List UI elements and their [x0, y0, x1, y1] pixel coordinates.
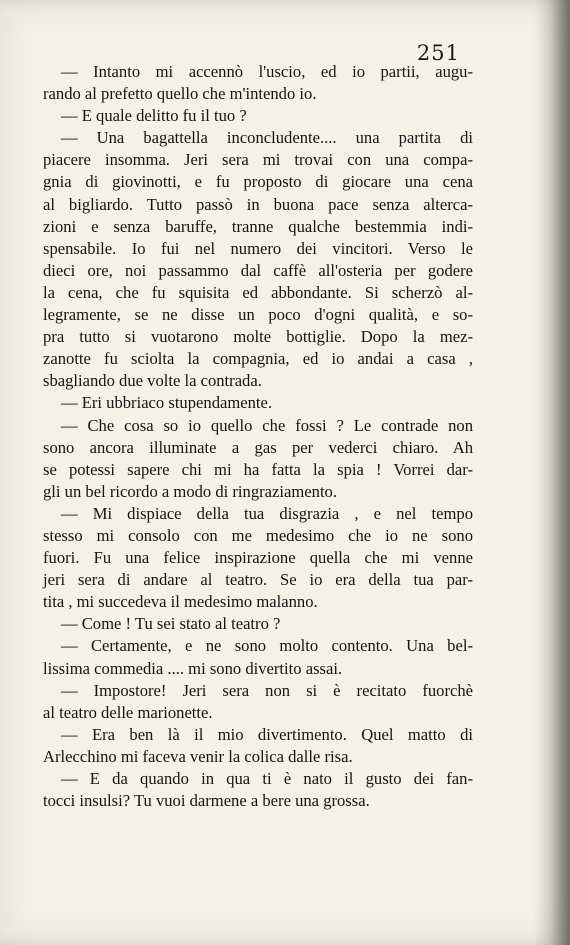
text-line: pra tutto si vuotarono molte bottiglie. Dopo la mez-	[43, 327, 473, 347]
text-line: Arlecchino mi faceva venir la colica dalle risa.	[43, 746, 353, 766]
text-line: la cena, che fu squisita ed abbondante. Si scherzò al-	[43, 282, 473, 302]
text-line: — E da quando in qua ti è nato il gusto dei fan-	[61, 769, 473, 788]
body-text	[43, 61, 473, 812]
page-edge-shadow	[534, 0, 570, 945]
text-line: tita , mi succedeva il medesimo malanno.	[43, 592, 318, 612]
text-line: — Intanto mi accennò l'uscio, ed io partii, augu-	[61, 62, 473, 81]
text-line: tocci insulsi? Tu vuoi darmene a bere una grossa.	[43, 791, 370, 811]
text-line: sbagliando due volte la contrada.	[43, 371, 262, 391]
text-line: — Impostore! Jeri sera non si è recitato fuorchè	[61, 680, 473, 700]
text-line: — Una bagattella inconcludente.... una partita di	[61, 128, 473, 148]
text-line: al teatro delle marionette.	[43, 702, 213, 722]
text-line: dieci ore, noi passammo dal caffè all'osteria per godere	[43, 260, 473, 280]
text-line: — Mi dispiace della tua disgrazia , e nel tempo	[61, 503, 473, 523]
text-line: — Come ! Tu sei stato al teatro ?	[61, 614, 281, 634]
page-number: 251	[416, 41, 460, 65]
text-line: — E quale delitto fu il tuo ?	[61, 106, 247, 126]
text-line: rando al prefetto quello che m'intendo io.	[43, 84, 317, 104]
text-line: — Che cosa so io quello che fossi ? Le contrade non	[61, 415, 473, 435]
text-line: — Era ben là il mio divertimento. Quel matto di	[61, 724, 473, 744]
text-line: piacere insomma. Jeri sera mi trovai con una compa-	[43, 150, 473, 170]
text-line: se potessi sapere chi mi ha fatta la spia ! Vorrei dar-	[43, 459, 473, 479]
text-line: gnia di giovinotti, e fu proposto di giocare una cena	[43, 172, 473, 192]
text-line: stesso mi consolo con me medesimo che io ne sono	[43, 525, 473, 545]
text-line: spensabile. Io fui nel numero dei vincitori. Verso le	[43, 238, 473, 258]
text-line: zanotte fu sciolta la compagnia, ed io andai a casa ,	[43, 349, 473, 369]
text-line: sono ancora illuminate a gas per vederci chiaro. Ah	[43, 437, 473, 457]
text-line: lissima commedia .... mi sono divertito assai.	[43, 658, 343, 678]
text-line: jeri sera di andare al teatro. Se io era della tua par-	[43, 570, 473, 590]
text-line: legramente, se ne disse un poco d'ogni qualità, e so-	[43, 305, 473, 325]
text-line: — Eri ubbriaco stupendamente.	[61, 393, 273, 413]
text-line: zioni e senza baruffe, tranne qualche bestemmia indi-	[43, 216, 473, 236]
text-line: gli un bel ricordo a modo di ringraziamento.	[43, 481, 337, 501]
text-line: — Certamente, e ne sono molto contento. Una bel-	[61, 636, 473, 656]
text-line: al bigliardo. Tutto passò in buona pace senza alterca-	[43, 194, 473, 214]
text-line: fuori. Fu una felice inspirazione quella che mi venne	[43, 548, 473, 568]
